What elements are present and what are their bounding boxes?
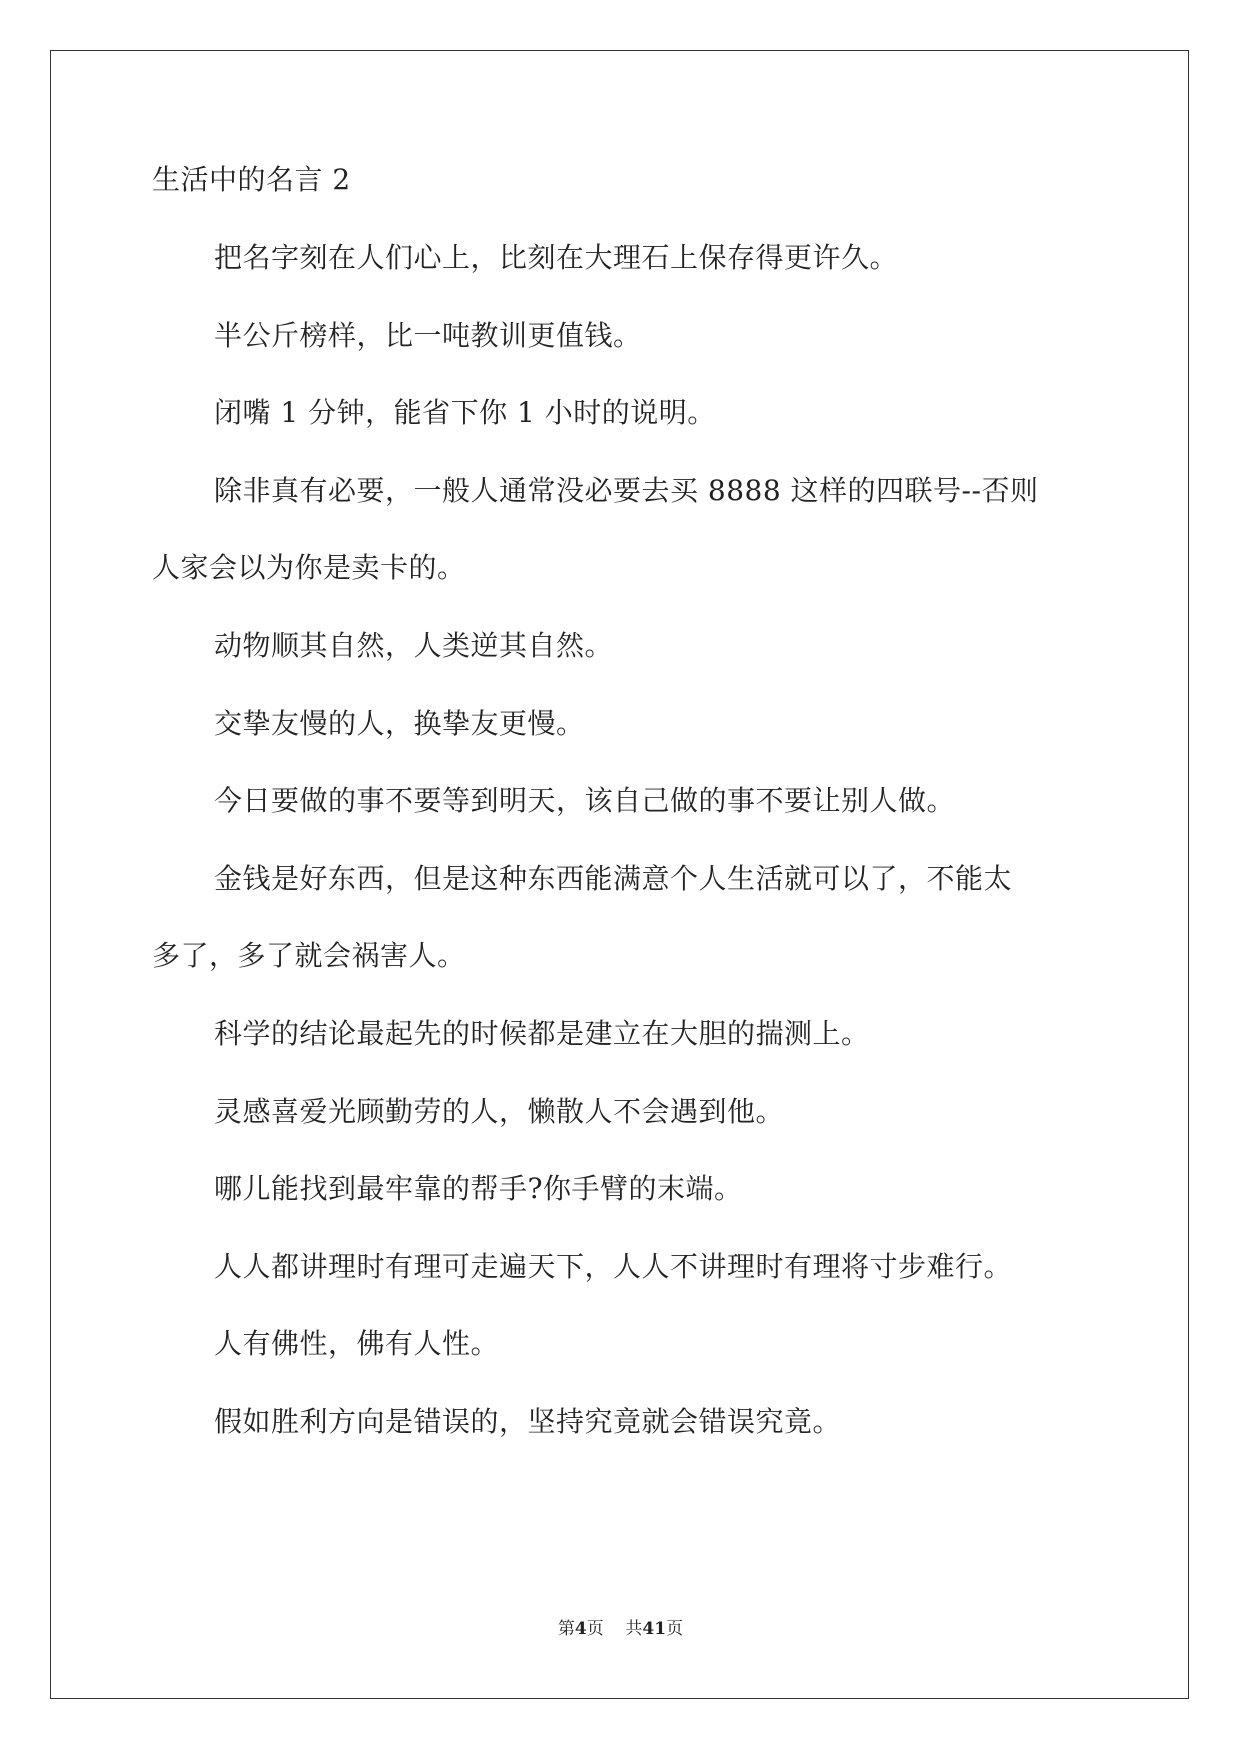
- total-prefix: 共: [625, 1619, 643, 1639]
- quote-line-2: 半公斤榜样，比一吨教训更值钱。: [214, 319, 642, 352]
- quote-line-8-continued: 多了，多了就会祸害人。: [152, 939, 466, 972]
- quote-line-8: 金钱是好东西，但是这种东西能满意个人生活就可以了，不能太: [214, 862, 1013, 895]
- page-suffix: 页: [586, 1619, 604, 1639]
- quote-line-7: 今日要做的事不要等到明天，该自己做的事不要让别人做。: [214, 784, 956, 817]
- quote-line-4: 除非真有必要，一般人通常没必要去买 8888 这样的四联号--否则: [214, 474, 1039, 507]
- quote-line-3: 闭嘴 1 分钟，能省下你 1 小时的说明。: [214, 396, 716, 429]
- page-prefix: 第: [557, 1619, 575, 1639]
- quote-line-6: 交挚友慢的人，换挚友更慢。: [214, 707, 585, 740]
- quote-line-1: 把名字刻在人们心上，比刻在大理石上保存得更许久。: [214, 241, 899, 274]
- quote-line-4-continued: 人家会以为你是卖卡的。: [152, 551, 466, 584]
- total-pages: 41: [642, 1619, 667, 1639]
- page-number: 4: [574, 1619, 587, 1639]
- quote-line-9: 科学的结论最起先的时候都是建立在大胆的揣测上。: [214, 1017, 870, 1050]
- quote-line-12: 人人都讲理时有理可走遍天下，人人不讲理时有理将寸步难行。: [214, 1250, 1013, 1283]
- quote-line-11: 哪儿能找到最牢靠的帮手?你手臂的末端。: [214, 1172, 743, 1205]
- quote-line-14: 假如胜利方向是错误的，坚持究竟就会错误究竟。: [214, 1405, 842, 1438]
- quote-line-5: 动物顺其自然，人类逆其自然。: [214, 629, 614, 662]
- total-suffix: 页: [666, 1619, 684, 1639]
- quote-line-13: 人有佛性，佛有人性。: [214, 1327, 500, 1360]
- document-heading: 生活中的名言 2: [152, 163, 351, 196]
- quote-line-10: 灵感喜爱光顾勤劳的人，懒散人不会遇到他。: [214, 1095, 785, 1128]
- page-footer: [0, 1617, 1241, 1641]
